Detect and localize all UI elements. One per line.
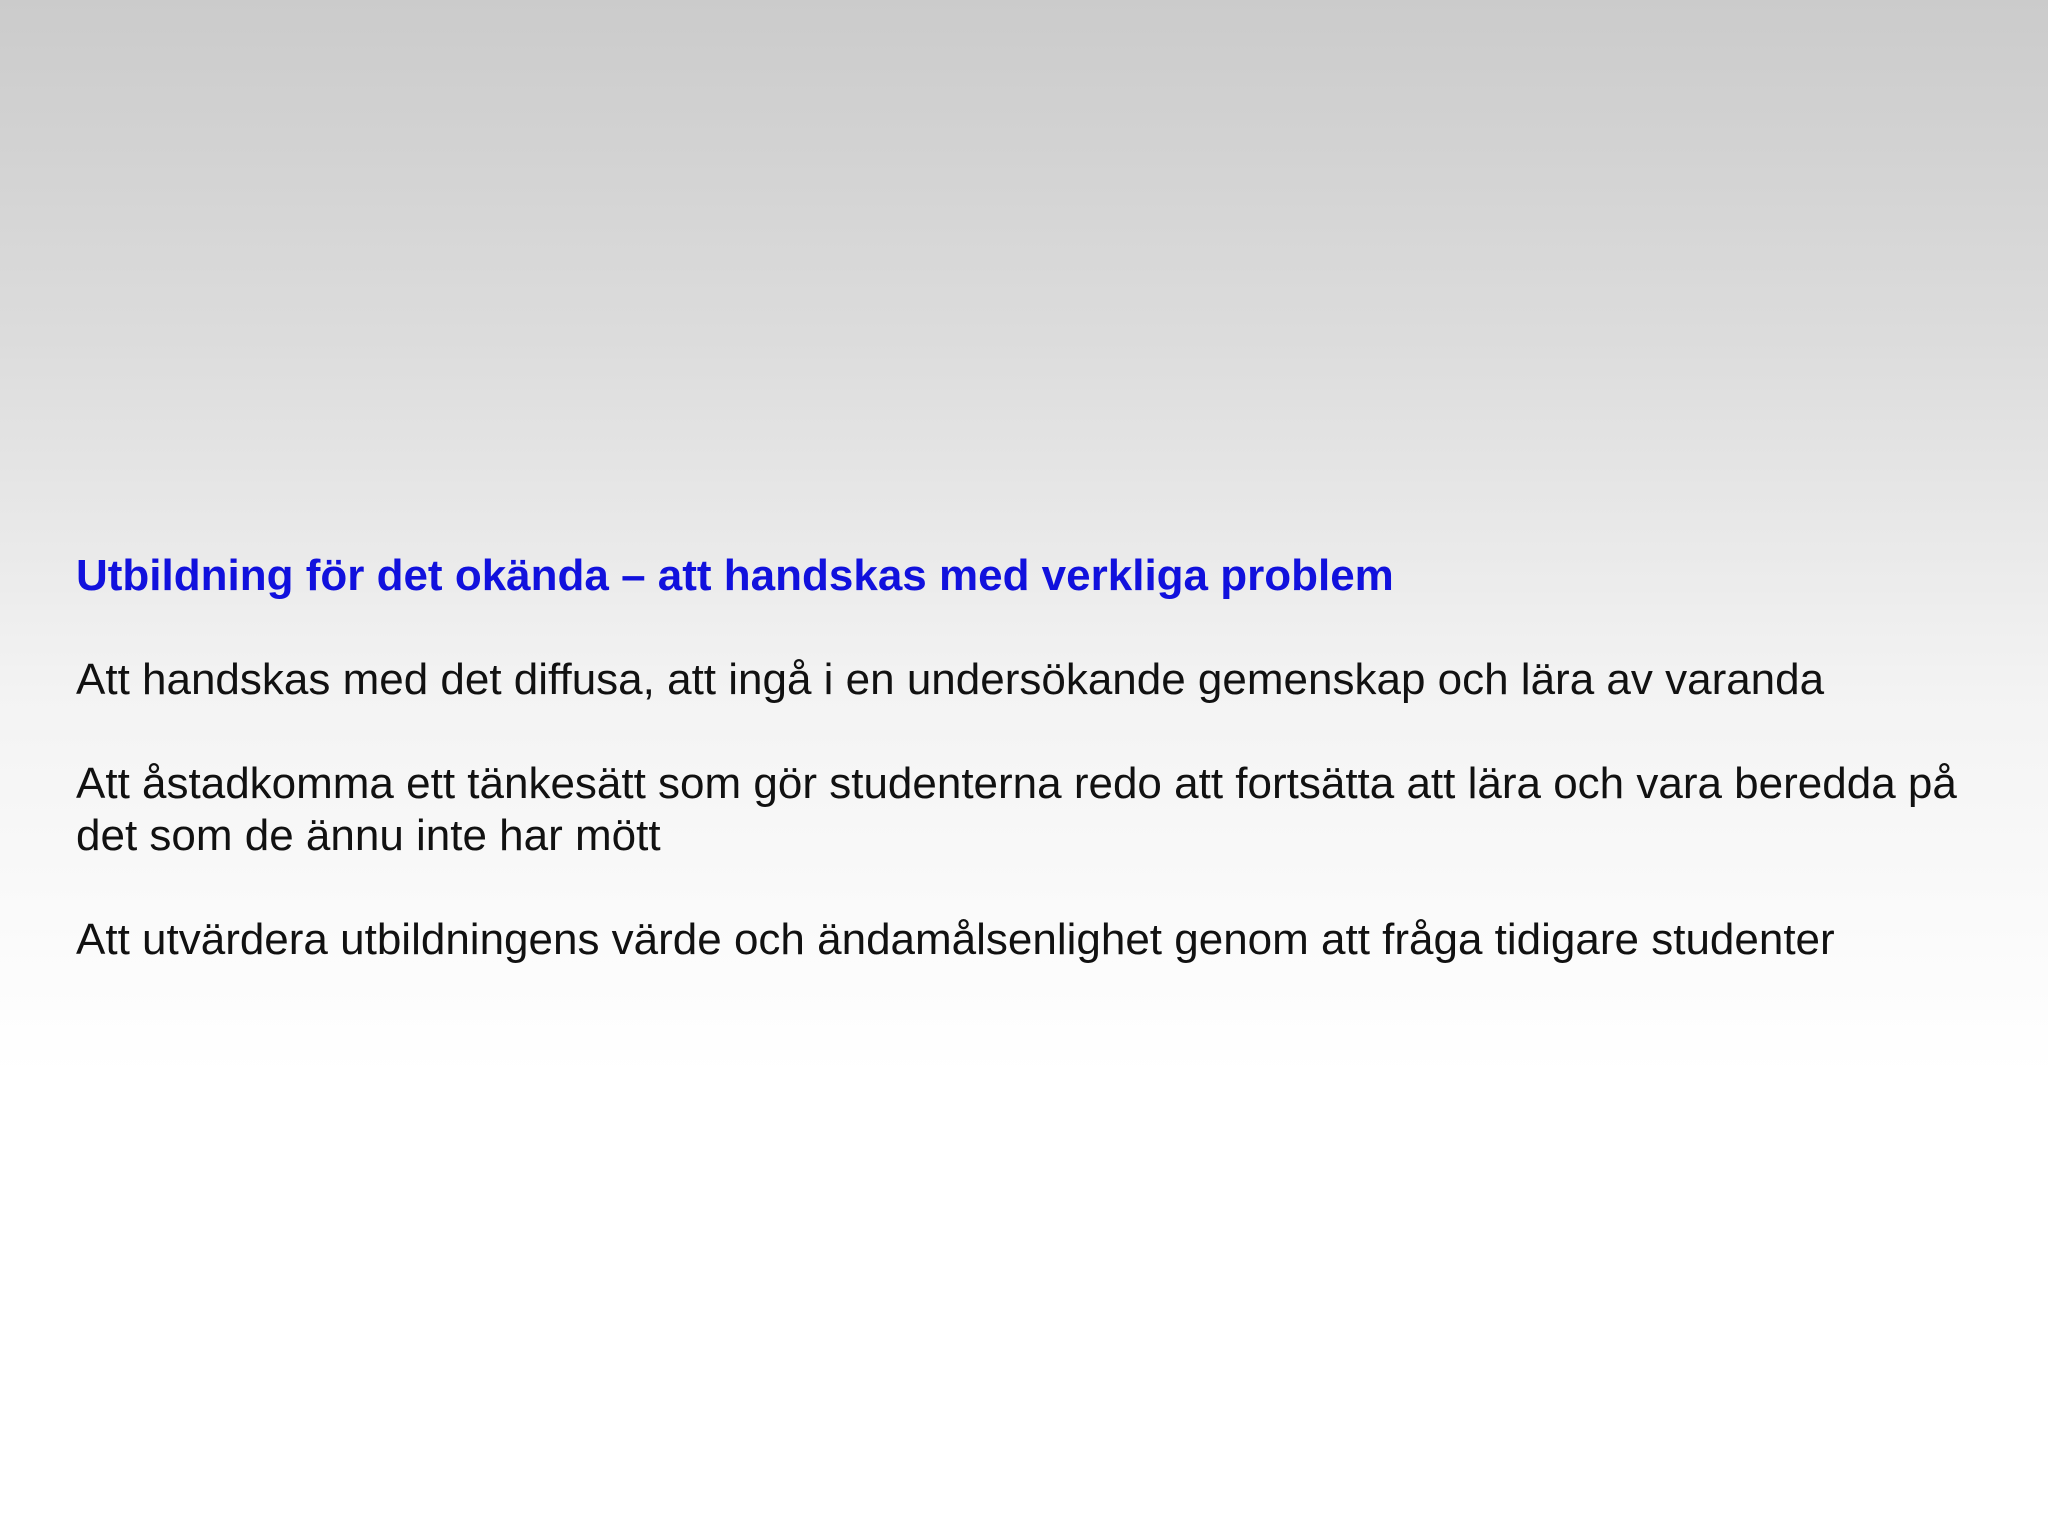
paragraph-1: Att handskas med det diffusa, att ingå i en undersökande gemenskap och lära av varanda: [76, 655, 1825, 704]
slide-content: [76, 550, 2016, 1018]
slide-heading: Utbildning för det okända – att handskas med verkliga problem: [76, 551, 1394, 600]
paragraph-2: Att åstadkomma ett tänkesätt som gör studenterna redo att fortsätta att lära och vara beredda på det som de ännu inte har mött: [76, 759, 1957, 860]
paragraph-3: Att utvärdera utbildningens värde och ändamålsenlighet genom att fråga tidigare studenter: [76, 915, 1835, 964]
